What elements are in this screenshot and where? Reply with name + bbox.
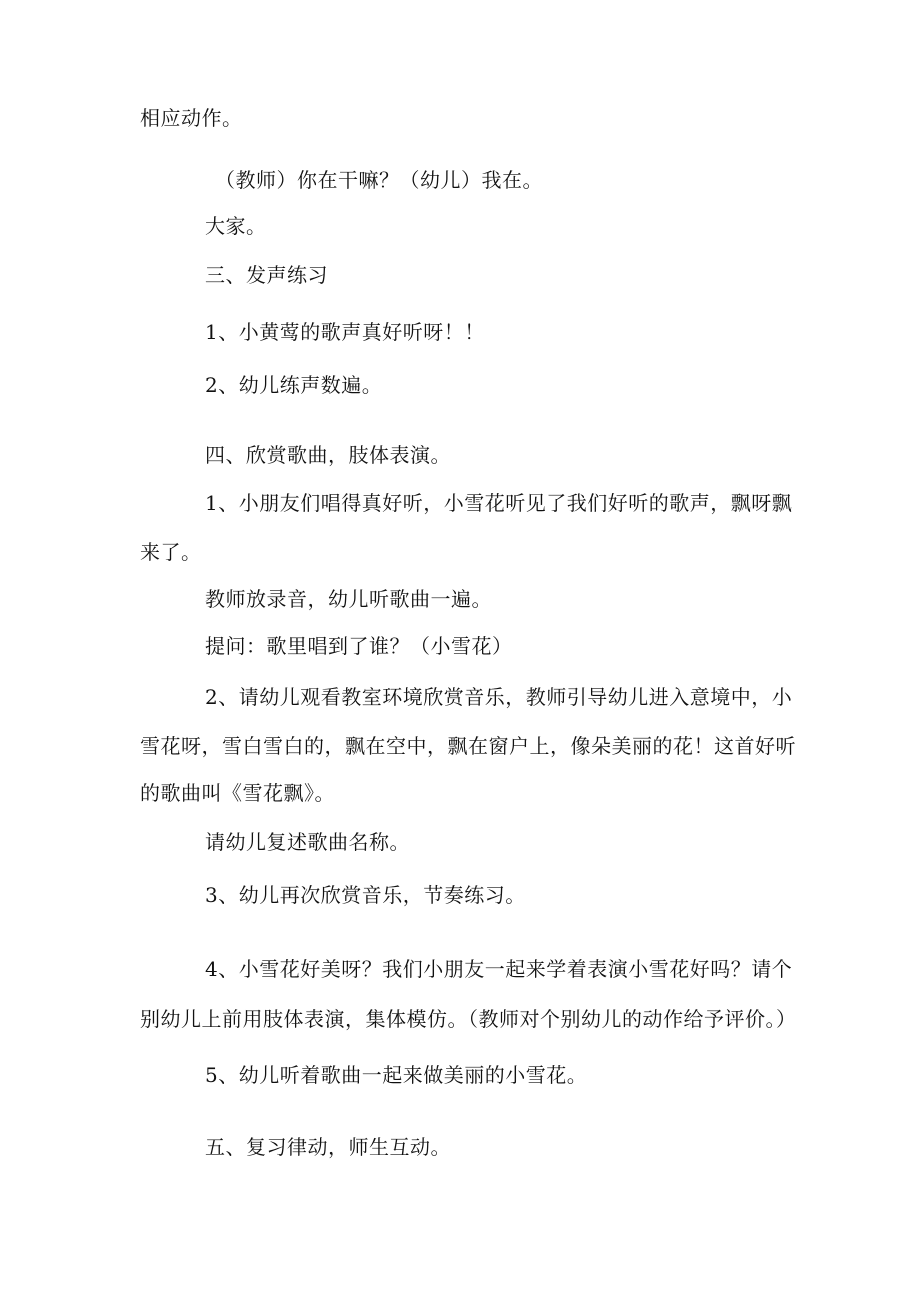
section-heading: 三、发声练习 [205, 263, 328, 287]
text-line: 提问：歌里唱到了谁？（小雪花） [205, 634, 513, 658]
text-line: 2、幼儿练声数遍。 [205, 373, 383, 397]
text-line: 相应动作。 [140, 106, 243, 130]
text-line: （教师）你在干嘛？（幼儿）我在。 [215, 168, 543, 192]
section-heading: 四、欣赏歌曲，肢体表演。 [205, 443, 451, 467]
text-line: 大家。 [205, 214, 267, 238]
text-line: 来了。 [140, 540, 202, 564]
text-line: 的歌曲叫《雪花飘》。 [140, 781, 335, 805]
text-line: 请幼儿复述歌曲名称。 [205, 830, 410, 854]
text-line: 教师放录音，幼儿听歌曲一遍。 [205, 587, 492, 611]
text-line: 2、请幼儿观看教室环境欣赏音乐，教师引导幼儿进入意境中，小 [205, 685, 793, 709]
text-line: 1、小朋友们唱得真好听，小雪花听见了我们好听的歌声，飘呀飘 [205, 491, 793, 515]
text-line: 1、小黄莺的歌声真好听呀！！ [205, 320, 485, 344]
text-line: 4、小雪花好美呀？我们小朋友一起来学着表演小雪花好吗？请个 [205, 957, 793, 981]
text-line: 雪花呀，雪白雪白的，飘在空中，飘在窗户上，像朵美丽的花！这首好听 [140, 734, 796, 758]
text-line: 3、幼儿再次欣赏音乐，节奏练习。 [205, 883, 526, 907]
section-heading: 五、复习律动，师生互动。 [205, 1135, 451, 1159]
text-line: 别幼儿上前用肢体表演，集体模仿。（教师对个别幼儿的动作给予评价。） [140, 1007, 797, 1031]
text-line: 5、幼儿听着歌曲一起来做美丽的小雪花。 [205, 1063, 588, 1087]
